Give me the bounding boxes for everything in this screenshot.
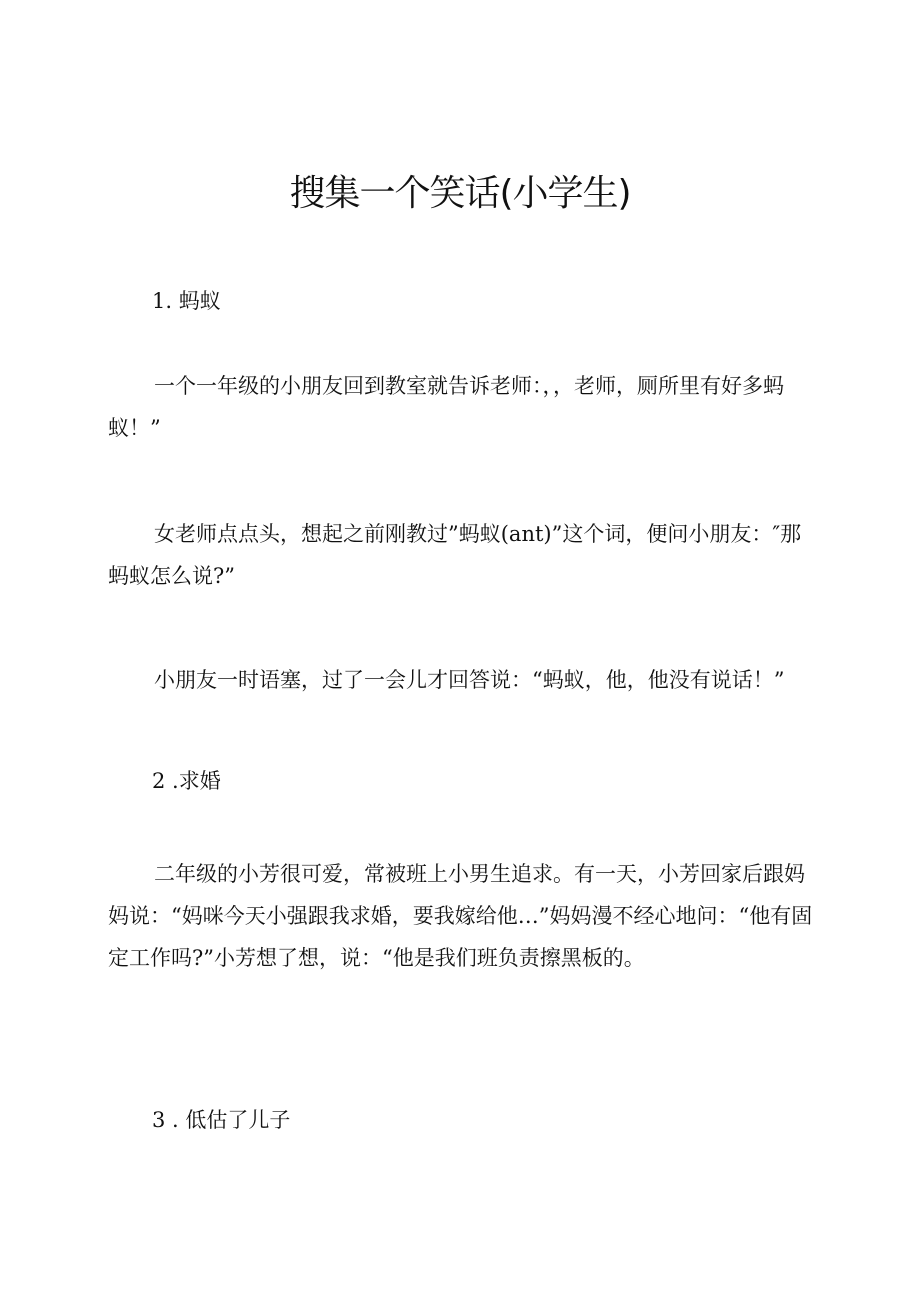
section-heading-proposal: 2 .求婚	[152, 769, 221, 793]
section-heading-ants: 1. 蚂蚁	[152, 289, 221, 313]
paragraph-ants-3: 小朋友一时语塞，过了一会儿才回答说：“蚂蚁，他，他没有说话！”	[154, 668, 785, 692]
paragraph-proposal-1: 二年级的小芳很可爱，常被班上小男生追求。有一天，小芳回家后跟妈妈说：“妈咪今天小强跟我求婚，要我嫁给他…”妈妈漫不经心地问：“他有固定工作吗?”小芳想了想，说：“他是我们班负责擦黑板的。	[108, 862, 813, 970]
paragraph-ants-2: 女老师点点头，想起之前刚教过”蚂蚁(ant)”这个词，便问小朋友：″那蚂蚁怎么说?”	[108, 522, 802, 588]
paragraph-ants-1: 一个一年级的小朋友回到教室就告诉老师：，，老师，厕所里有好多蚂蚁！”	[108, 374, 784, 440]
section-heading-underestimated-son: 3 . 低估了儿子	[152, 1108, 291, 1132]
document-title: 搜集一个笑话(小学生)	[289, 173, 631, 214]
